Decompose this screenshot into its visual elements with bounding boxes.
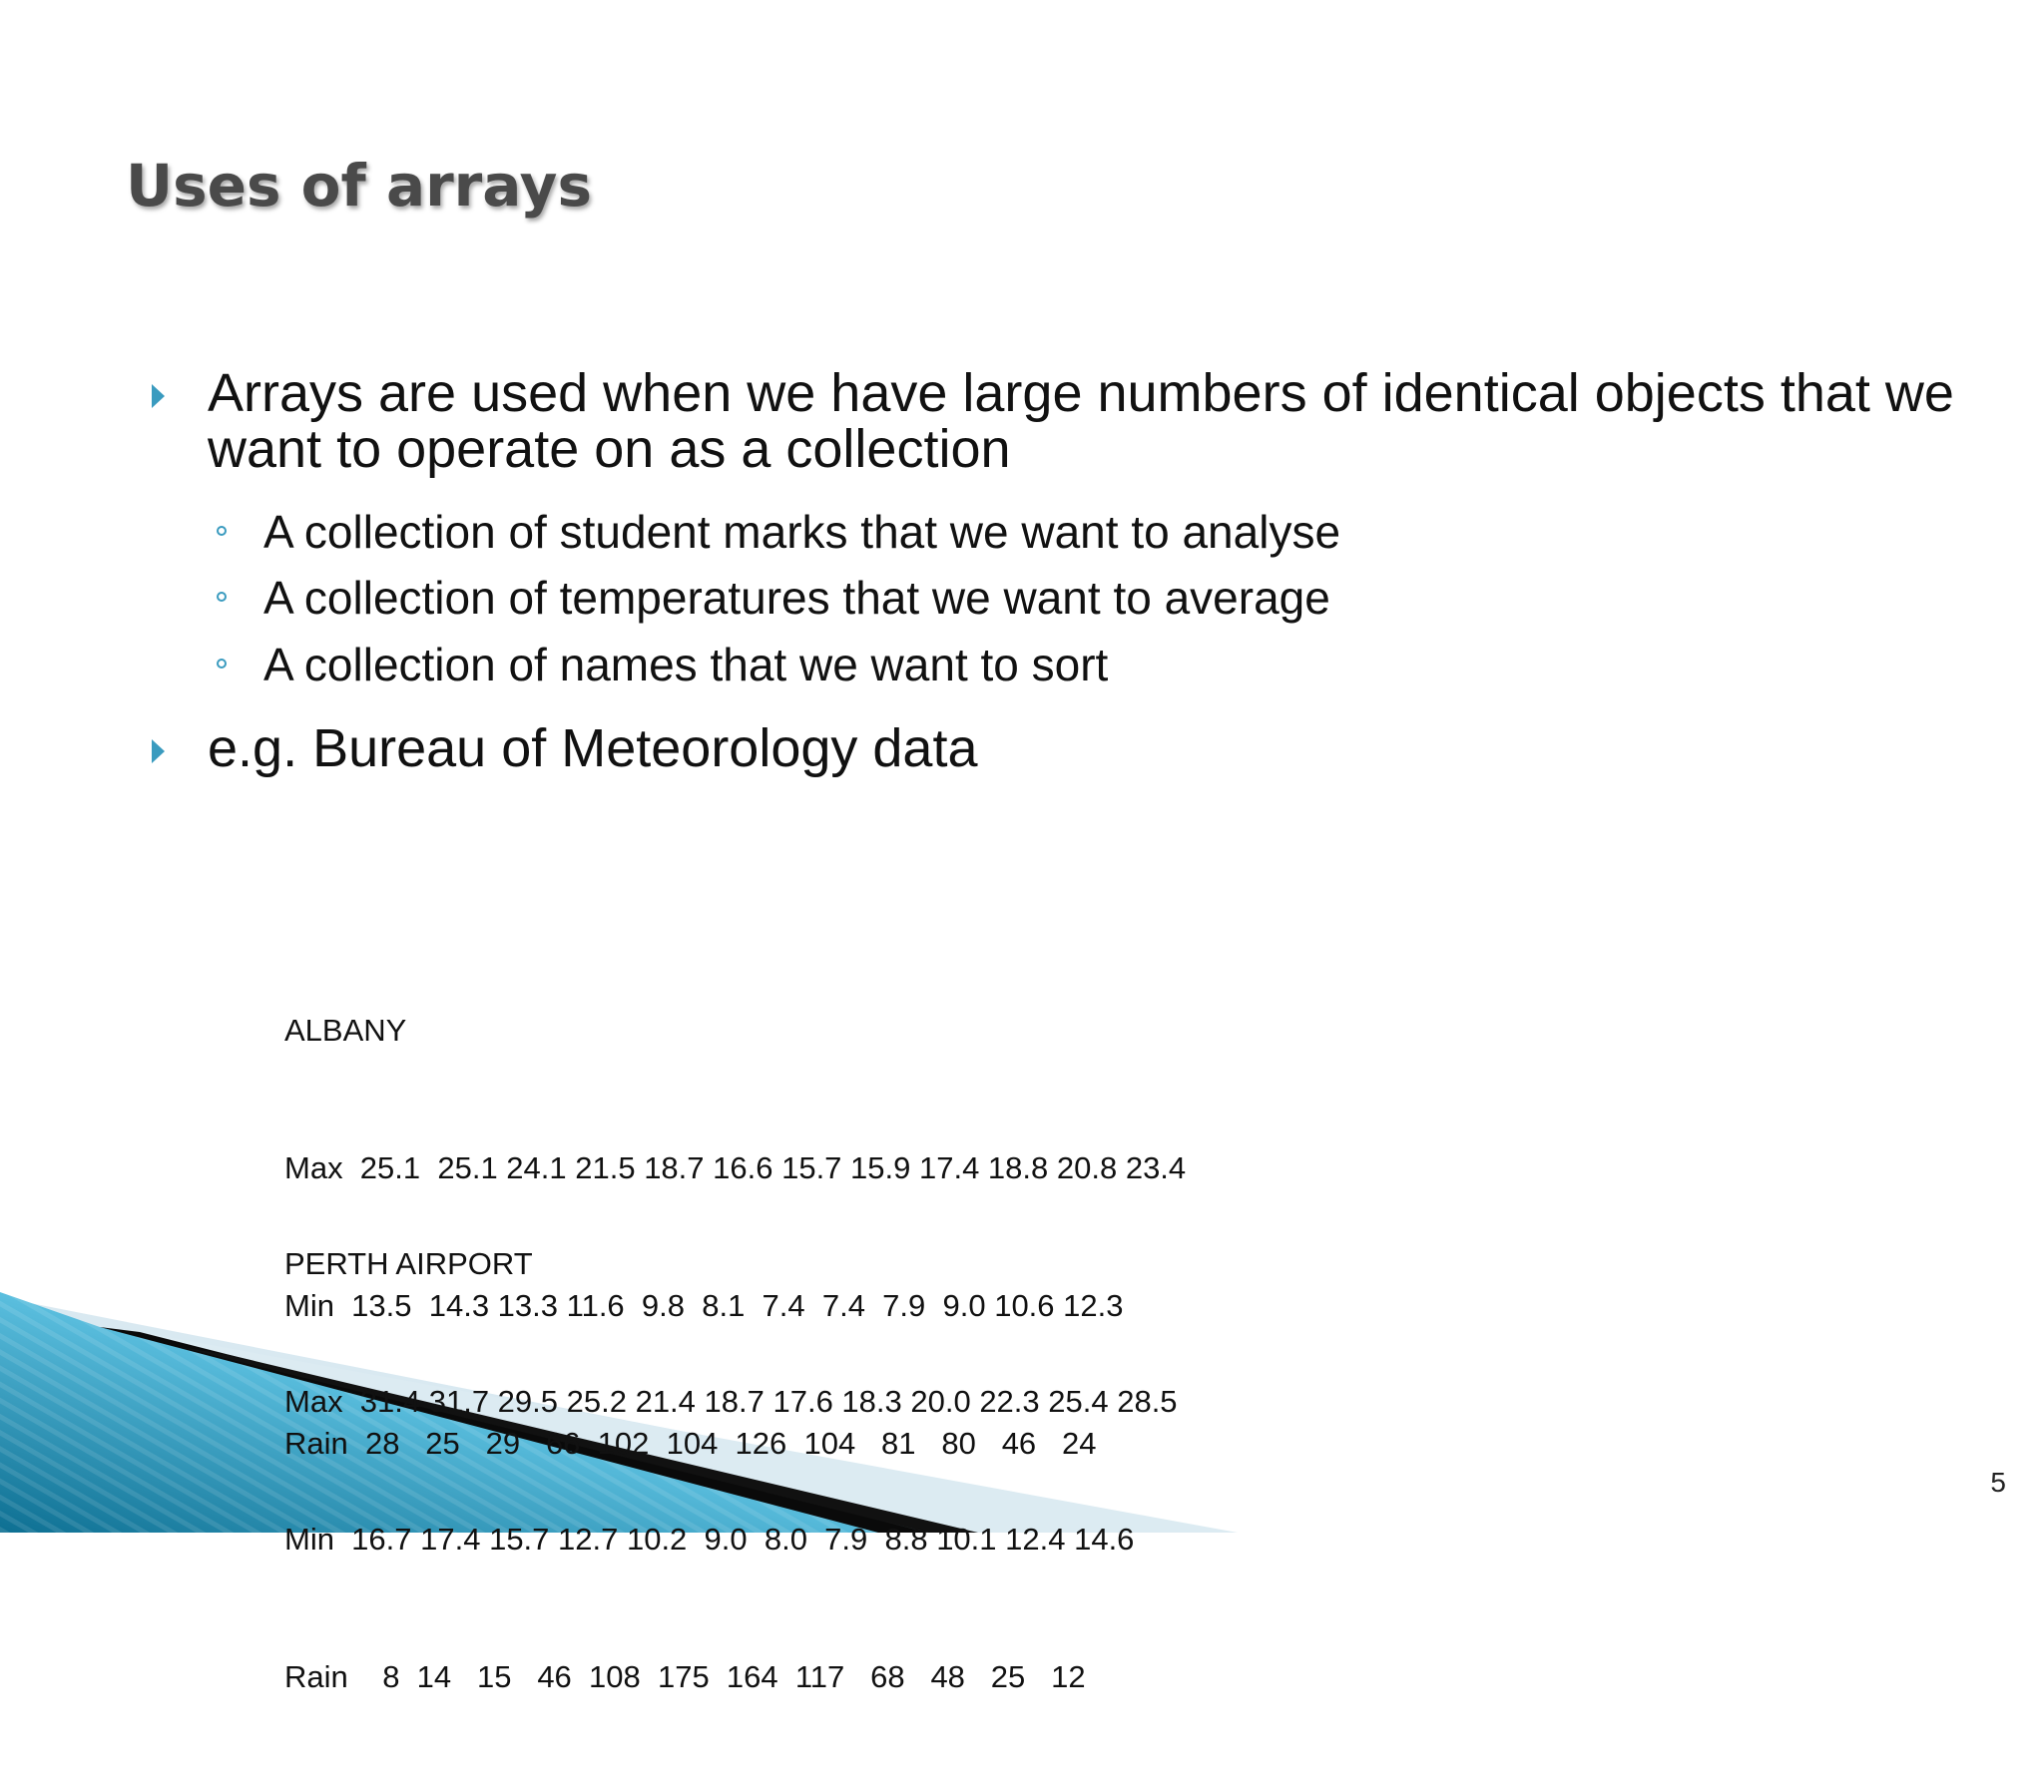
data-row: Rain 8 14 15 46 108 175 164 117 68 48 25 12 — [284, 1659, 1086, 1694]
sub-bullet-ring-icon — [217, 592, 227, 602]
bullet-arrow-icon — [152, 384, 165, 408]
data-row: Max 31.4 31.7 29.5 25.2 21.4 18.7 17.6 18.3 20.0 22.3 25.4 28.5 — [284, 1384, 1178, 1419]
data-row: Rain 28 25 29 66 102 104 126 104 81 80 46 24 — [284, 1426, 1097, 1461]
data-row: Min 13.5 14.3 13.3 11.6 9.8 8.1 7.4 7.4 7.9 9.0 10.6 12.3 — [284, 1288, 1124, 1323]
sub-bullet-ring-icon — [217, 659, 227, 669]
page-number: 5 — [1990, 1467, 2006, 1498]
data-row: Max 25.1 25.1 24.1 21.5 18.7 16.6 15.7 15.9 17.4 18.8 20.8 23.4 — [284, 1150, 1187, 1185]
station-name: ALBANY — [284, 1013, 407, 1048]
data-row: Min 16.7 17.4 15.7 12.7 10.2 9.0 8.0 7.9 8.8 10.1 12.4 14.6 — [284, 1522, 1135, 1557]
bullet-text: Arrays are used when we have large numbers of identical objects that we want to operate on as a collection — [208, 363, 1954, 479]
sub-bullet-text: A collection of names that we want to sort — [263, 639, 1109, 690]
station-name: PERTH AIRPORT — [284, 1246, 533, 1281]
slide-title: Uses of arrays — [126, 152, 592, 220]
sub-bullet-ring-icon — [217, 526, 227, 536]
sub-bullet-text: A collection of student marks that we want to analyse — [263, 506, 1341, 558]
sub-bullet-text: A collection of temperatures that we want to average — [263, 572, 1330, 624]
station-block-perth-airport — [284, 1149, 1178, 1792]
bullet-arrow-icon — [152, 739, 165, 763]
bullet-text: e.g. Bureau of Meteorology data — [208, 718, 978, 778]
